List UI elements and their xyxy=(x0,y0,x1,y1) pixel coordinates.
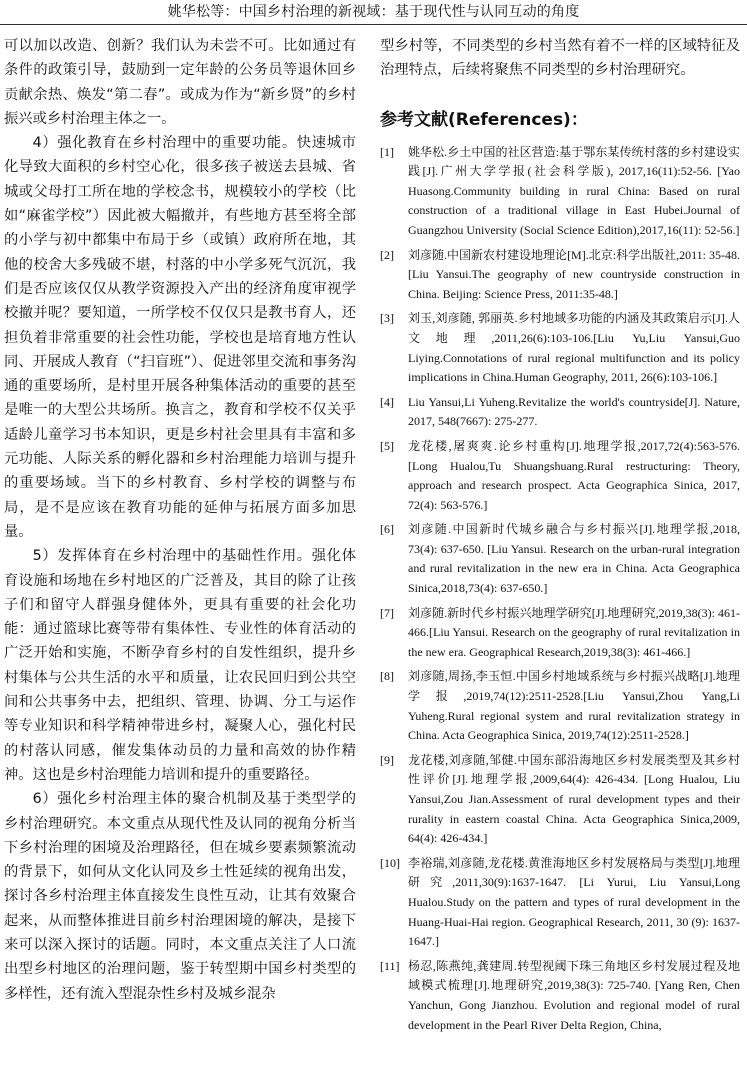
references-list xyxy=(380,143,740,1036)
reference-item xyxy=(380,667,740,745)
body-paragraph-continued: 型乡村等，不同类型的乡村当然有着不一样的区域特征及治理特点，后续将聚焦不同类型的乡村治理研究。 xyxy=(380,38,740,79)
reference-text: 刘彦随.中国新时代城乡融合与乡村振兴[J].地理学报,2018, 73(4): 637-650. [Liu Yansui. Research on the urban-rural integration and rural revitalization in the new era in China. Acta Geographica Sinica,2018,73(4): 637-650.] xyxy=(408,522,740,596)
body-paragraph-education: 4）强化教育在乡村治理中的重要功能。快速城市化导致大面积的乡村空心化，很多孩子被送去县城、省城或父母打工所在地的学校念书，规模较小的学校（比如“麻雀学校”）因此被大幅撤并，有些地方甚至将全部的小学与初中都集中布局于乡（或镇）政府所在地，其他的校舍大多残破不堪，村落的中小学多死气沉沉，我们是否应该仅仅从教学资源投入产出的经济角度审视学校撤并呢？要知道，一所学校不仅仅只是教书育人，还担负着非常重要的社会性功能，学校也是培育地方性认同、开展成人教育（“扫盲班”）、促进邻里交流和事务沟通的重要场所，是村里开展各种集体活动的重要的甚至是唯一的大型公共场所。换言之，教育和学校不仅关乎适龄儿童学习书本知识，更是乡村社会里具有丰富和多元功能、人际关系的孵化器和乡村治理能力培训与提升的重要场域。当下的乡村教育、乡村学校的调整与布局，是不是应该在教育功能的延伸与拓展方面多加思量。 xyxy=(4,135,356,540)
reference-text: 刘彦随.中国新农村建设地理论[M].北京:科学出版社,2011: 35-48.[Liu Yansui.The geography of new countryside construction in China. Beijing: Science Press, 2011:35-48.] xyxy=(408,247,740,301)
reference-text: 刘玉,刘彦随, 郭丽英.乡村地域多功能的内涵及其政策启示[J].人文地理,2011,26(6):103-106.[Liu Yu,Liu Yansui,Guo Liying.Connotations of rural regional multifunction and its policy implications in China.Human Geography, 2011, 26(6):103-106.] xyxy=(408,311,740,385)
reference-text: 李裕瑞,刘彦随,龙花楼.黄淮海地区乡村发展格局与类型[J].地理研究,2011,30(9):1637-1647. [Li Yurui, Liu Yansui,Long Hualou.Study on the pattern and types of rural development in the Huang-Huai-Hai region. Geographical Research, 2011, 30 (9): 1637-1647.] xyxy=(408,855,740,949)
reference-item xyxy=(380,751,740,849)
reference-item xyxy=(380,309,740,387)
running-header xyxy=(0,0,747,25)
reference-number: [2] xyxy=(380,247,394,262)
reference-item xyxy=(380,854,740,952)
reference-number: [6] xyxy=(380,522,394,537)
reference-item xyxy=(380,393,740,432)
reference-text: 姚华松.乡土中国的社区营造:基于鄂东某传统村落的乡村建设实践[J].广州大学学报(社会科学版), 2017,16(11):52-56. [Yao Huasong.Community building in rural China: Based on rural construction of a traditional village in East Hubei.Journal of Guangzhou University (Social Science Edition),2017,16(11): 52-56.] xyxy=(408,144,740,237)
reference-item xyxy=(380,520,740,598)
reference-item xyxy=(380,957,740,1035)
reference-text: 杨忍,陈燕纯,龚建周.转型视阈下珠三角地区乡村发展过程及地域模式梳理[J].地理研究,2019,38(3): 725-740. [Yang Ren, Chen Yanchun, Gong Jianzhou. Evolution and regional model of rural development in the Pearl River Delta Region, China, xyxy=(408,958,740,1032)
body-paragraph-sports: 5）发挥体育在乡村治理中的基础性作用。强化体育设施和场地在乡村地区的广泛普及，其目的除了让孩子们和留守人群强身健体外，更具有重要的社会化功能：通过篮球比赛等带有集体性、专业性的体育活动的广泛开始和实施，不断孕育乡村的自发性组织，提升乡村集体与公共生活的水平和质量，让农民回归到公共空间和公共事务中去，把组织、管理、协调、分工与运作等专业知识和科学精神带进乡村，凝聚人心，强化村民的村落认同感，催发集体动员的力量和高效的协作精神。这也是乡村治理能力培训和提升的重要路径。 xyxy=(4,548,356,783)
reference-number: [1] xyxy=(380,144,394,159)
references-heading: 参考文献(References)： xyxy=(380,109,588,130)
reference-text: Liu Yansui,Li Yuheng.Revitalize the world's countryside[J]. Nature, 2017, 548(7667): 275-277. xyxy=(408,394,740,429)
reference-number: [7] xyxy=(380,605,394,620)
reference-item xyxy=(380,604,740,663)
reference-number: [8] xyxy=(380,669,394,684)
reference-number: [9] xyxy=(380,752,394,767)
reference-text: 龙花楼,屠爽爽.论乡村重构[J].地理学报,2017,72(4):563-576. [Long Hualou,Tu Shuangshuang.Rural restructuring: Theory, approach and research prospect. Acta Geographica Sinica, 2017, 72(4): 563-576.] xyxy=(408,438,740,512)
right-column xyxy=(380,34,740,1064)
left-column xyxy=(4,34,356,1064)
reference-item xyxy=(380,437,740,515)
body-paragraph-governance-typology: 6）强化乡村治理主体的聚合机制及基于类型学的乡村治理研究。本文重点从现代性及认同的视角分析当下乡村治理的困境及治理路径，但在城乡要素频繁流动的背景下，如何从文化认同及乡土性延续的视角出发，探讨各乡村治理主体直接发生良性互动，让其有效聚合起来，从而整体推进目前乡村治理困境的解决，是接下来可以深入探讨的话题。同时，本文重点关注了人口流出型乡村地区的治理问题，鉴于转型期中国乡村类型的多样性，还有流入型混杂性乡村及城乡混杂 xyxy=(4,791,356,1002)
reference-number: [3] xyxy=(380,311,394,326)
reference-item xyxy=(380,143,740,241)
reference-text: 龙花楼,刘彦随,邹健.中国东部沿海地区乡村发展类型及其乡村性评价[J].地理学报,2009,64(4): 426-434. [Long Hualou, Liu Yansui,Zou Jian.Assessment of rural development types and their rurality in eastern coastal China. Acta Geographica Sinica,2009, 64(4): 426-434.] xyxy=(408,752,740,846)
reference-item xyxy=(380,246,740,305)
reference-number: [5] xyxy=(380,438,394,453)
reference-text: 刘彦随,周扬,李玉恒.中国乡村地域系统与乡村振兴战略[J].地理学报,2019,74(12):2511-2528.[Liu Yansui,Zhou Yang,Li Yuheng.Rural regional system and rural revitalization strategy in China. Acta Geographica Sinica, 2019,74(12):2511-2528.] xyxy=(408,669,740,743)
body-paragraph: 可以加以改造、创新？我们认为未尝不可。比如通过有条件的政策引导，鼓励到一定年龄的公务员等退休回乡贡献余热、焕发“第二春”。或成为作为“新乡贤”的乡村振兴或乡村治理主体之一。 xyxy=(4,38,356,127)
reference-number: [11] xyxy=(380,958,400,973)
reference-number: [4] xyxy=(380,394,394,409)
reference-number: [10] xyxy=(380,855,400,870)
reference-text: 刘彦随.新时代乡村振兴地理学研究[J].地理研究,2019,38(3): 461-466.[Liu Yansui. Research on the geography of rural revitalization in the new era. Geographical Research,2019,38(3): 461-466.] xyxy=(408,605,740,659)
running-header-title: 姚华松等：中国乡村治理的新视域：基于现代性与认同互动的角度 xyxy=(167,4,580,20)
